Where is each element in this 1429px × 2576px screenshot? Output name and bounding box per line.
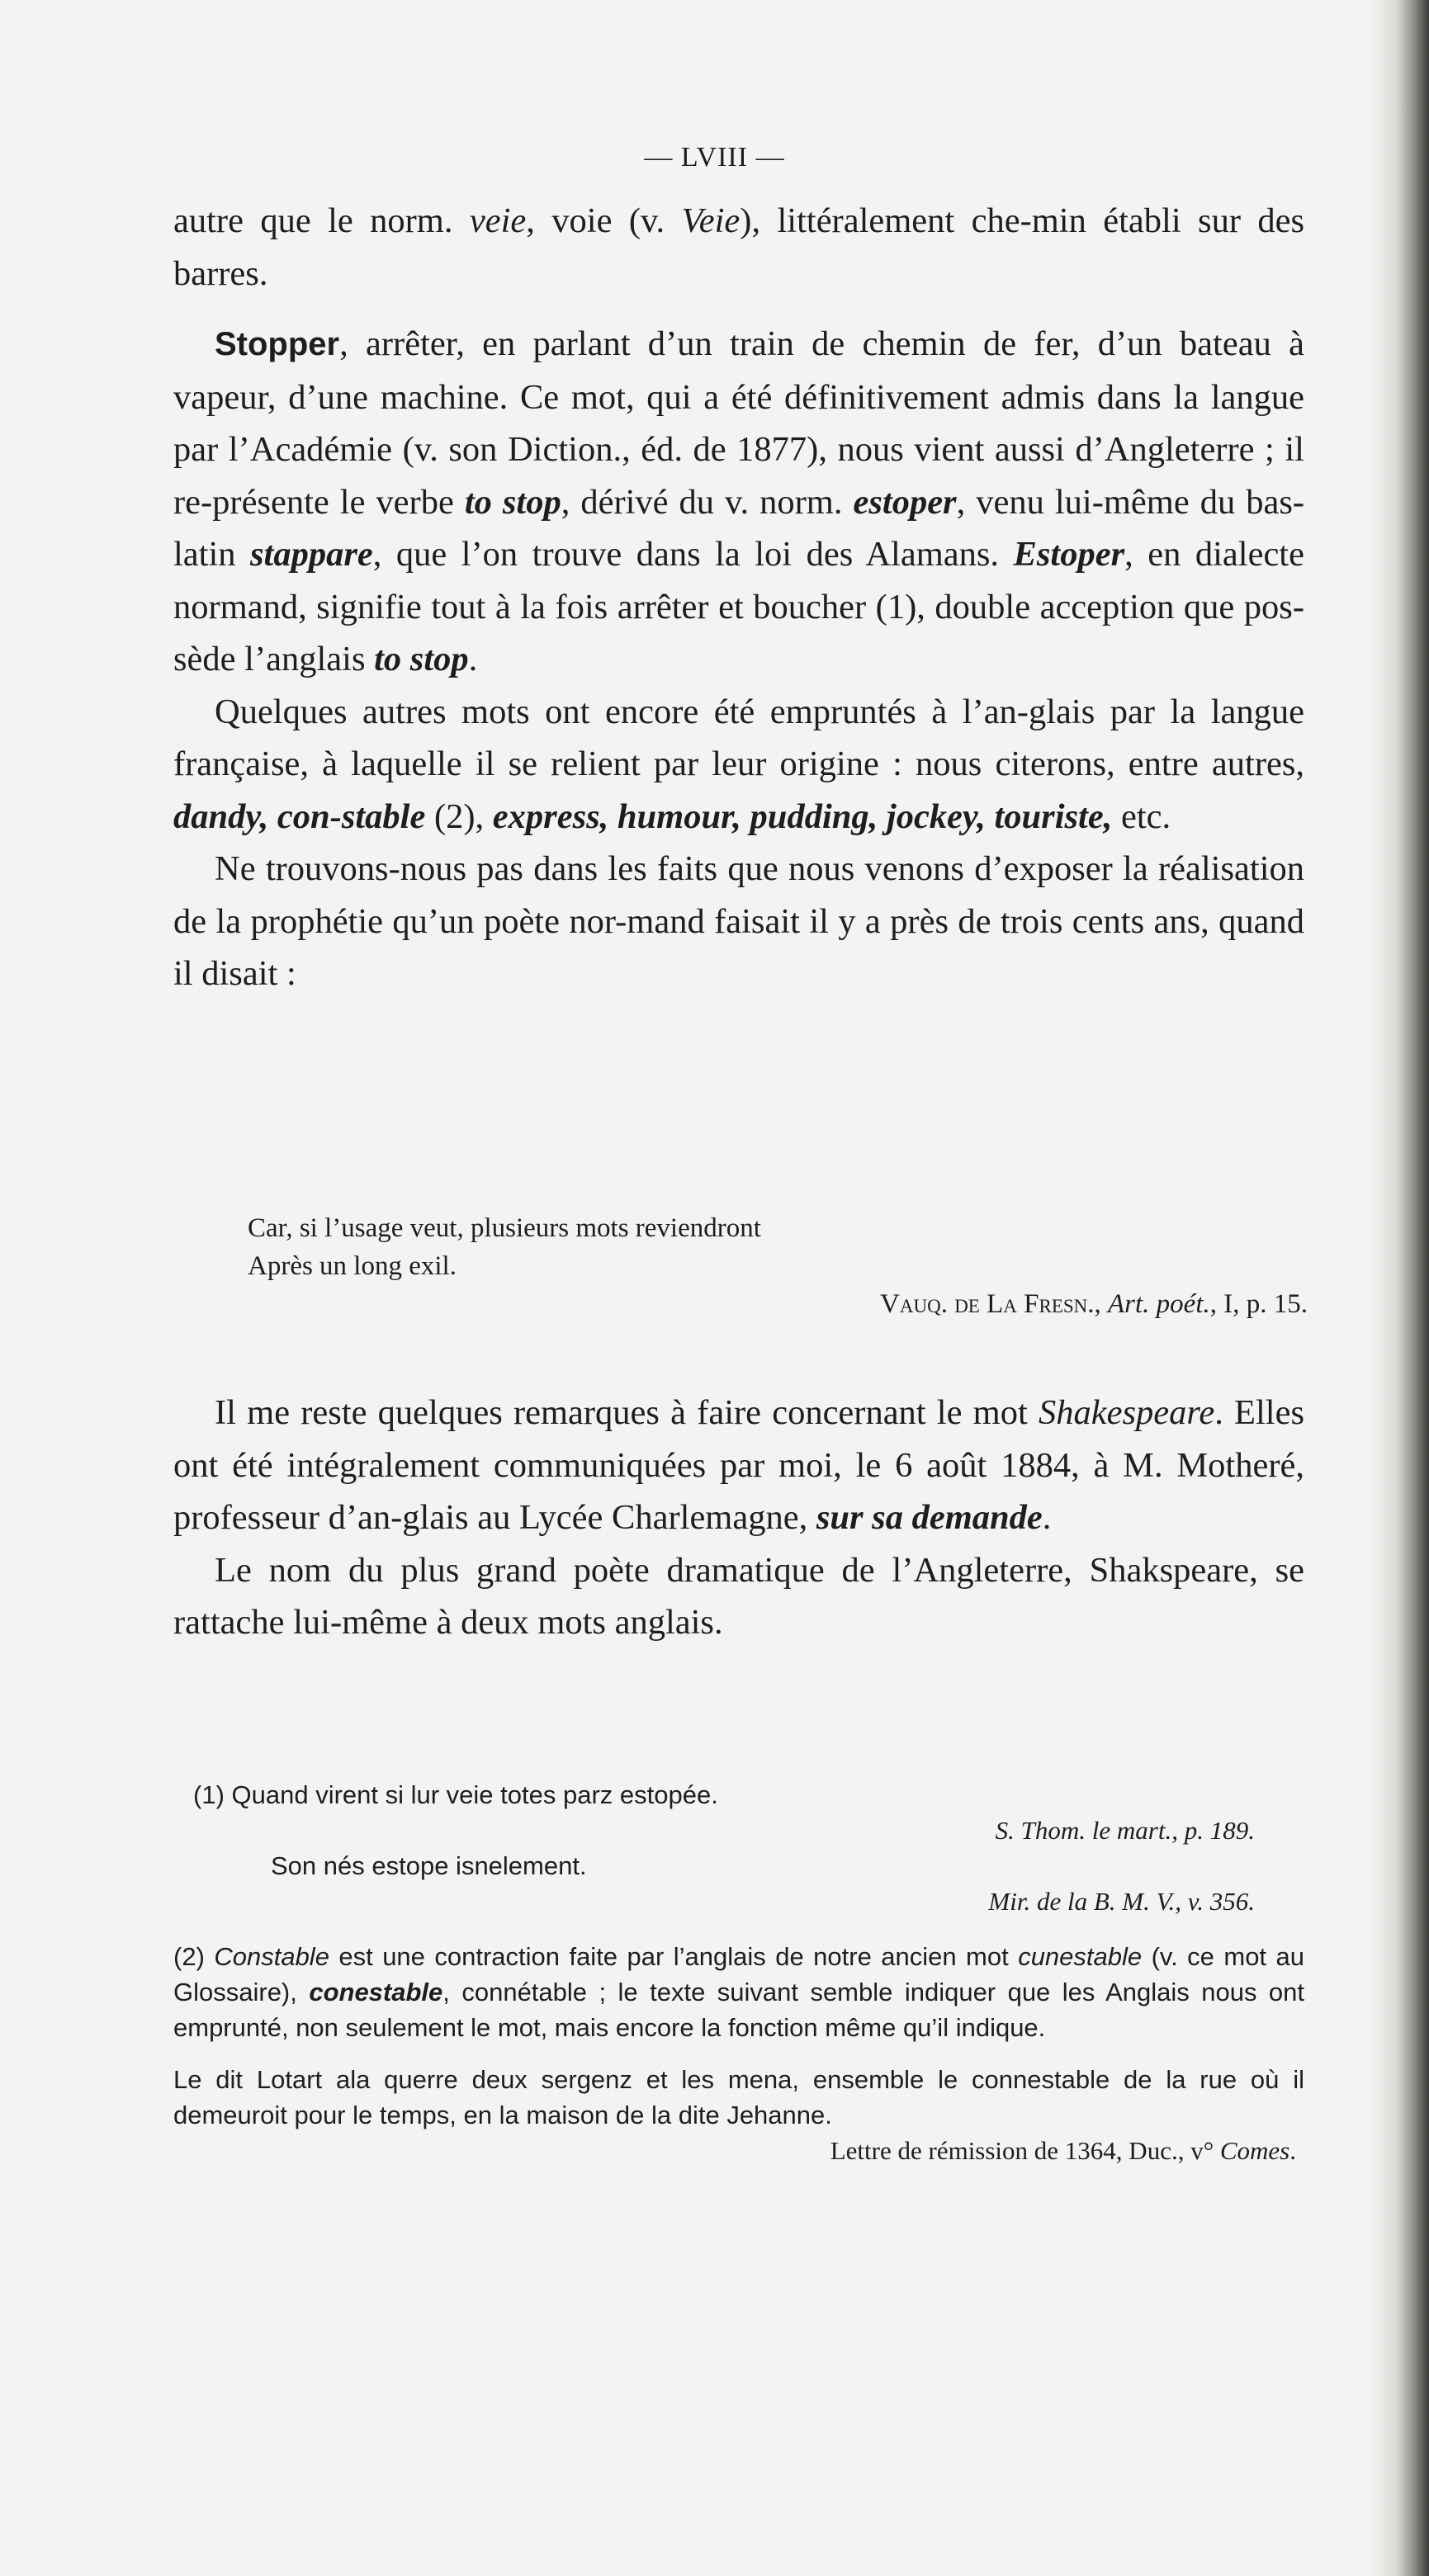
footnote-1-quote: (1) Quand virent si lur veie totes parz estopée. bbox=[193, 1780, 718, 1809]
footnote-2-source: Lettre de rémission de 1364, Duc., v° Comes. bbox=[830, 2136, 1296, 2165]
term-Estoper: Estoper bbox=[1013, 535, 1125, 574]
term-shakespeare: Shakespeare bbox=[1038, 1393, 1215, 1432]
term-Veie: Veie bbox=[681, 201, 741, 240]
term-to-stop: to stop bbox=[464, 482, 561, 522]
term-sur-sa-demande: sur sa demande bbox=[816, 1498, 1043, 1537]
main-text-2 bbox=[173, 1387, 1304, 1649]
footnote-1-quote-2: Son nés estope isnelement. bbox=[271, 1851, 587, 1880]
paragraph-veie: autre que le norm. veie, voie (v. Veie), littéralement che-min établi sur des barres. bbox=[173, 201, 1305, 293]
paragraph-shakespeare: Il me reste quelques remarques à faire concernant le mot Shakespeare. Elles ont été intégralement communiquées par moi, le 6 août 1884, à M. Motheré, professeur d’an-glais au Lycée Charlemagne, sur sa demande. bbox=[173, 1393, 1304, 1537]
footnote-1-source-2: Mir. de la B. M. V., v. 356. bbox=[988, 1887, 1255, 1916]
verse-line-1: Car, si l’usage veut, plusieurs mots reviendront bbox=[248, 1213, 761, 1243]
paragraph-prophetie: Ne trouvons-nous pas dans les faits que nous venons d’exposer la réalisation de la prophétie qu’un poète nor-mand faisait il y a près de trois cents ans, quand il disait : bbox=[173, 849, 1304, 993]
term-estoper: estoper bbox=[853, 482, 957, 522]
paragraph-stopper: Stopper, arrêter, en parlant d’un train de chemin de fer, d’un bateau à vapeur, d’une machine. Ce mot, qui a été définitivement admis dans la langue par l’Académie (v. son Diction., éd. de 1877), nous vient aussi d’Angleterre ; il re-présente le verbe to stop, dérivé du v. norm. estoper, venu lui-même du bas-latin stappare, que l’on trouve dans la loi des Alamans. Estoper, en dialecte normand, signifie tout à la fois arrêter et boucher (1), double acception que pos-sède l’anglais to stop. bbox=[173, 324, 1305, 678]
main-text bbox=[173, 195, 1304, 1000]
term-stappare: stappare bbox=[250, 535, 373, 574]
verse-source: Vauq. de La Fresn., Art. poét., I, p. 15. bbox=[880, 1289, 1308, 1319]
headword-stopper: Stopper bbox=[215, 326, 340, 362]
page-number: — LVIII — bbox=[644, 142, 785, 173]
verse-quote bbox=[248, 1209, 1313, 1323]
paragraph-shakspeare: Le nom du plus grand poète dramatique de l’Angleterre, Shakspeare, se rattache lui-même à deux mots anglais. bbox=[173, 1550, 1304, 1642]
footnote-2-quote: Le dit Lotart ala querre deux sergenz et les mena, ensemble le connestable de la rue où il demeuroit pour le temps, en la maison de la dite Jehanne. bbox=[173, 2065, 1304, 2129]
term-veie: veie bbox=[469, 201, 527, 240]
footnotes bbox=[173, 1777, 1304, 2168]
paragraph-borrowed-words: Quelques autres mots ont encore été empruntés à l’an-glais par la langue française, à laquelle il se relient par leur origine : nous citerons, entre autres, dandy, con-stable (2), express, humour, pudding, jockey, touriste, etc. bbox=[173, 692, 1304, 836]
verse-line-2: Après un long exil. bbox=[248, 1251, 457, 1281]
terms-dandy-constable: dandy, con-stable bbox=[173, 796, 426, 836]
page-edge-shadow bbox=[1371, 0, 1429, 2576]
footnote-1-source: S. Thom. le mart., p. 189. bbox=[995, 1816, 1255, 1845]
term-to-stop-2: to stop bbox=[374, 640, 469, 678]
terms-express-etc: express, humour, pudding, jockey, touriste, bbox=[492, 796, 1113, 836]
footnote-2: (2) Constable est une contraction faite par l’anglais de notre ancien mot cunestable (v. ce mot au Glossaire), conestable, connétable ; le texte suivant semble indiquer que les Anglais nous ont emprunté, non seulement le mot, mais encore la fonction même qu’il indique. bbox=[173, 1942, 1305, 2042]
